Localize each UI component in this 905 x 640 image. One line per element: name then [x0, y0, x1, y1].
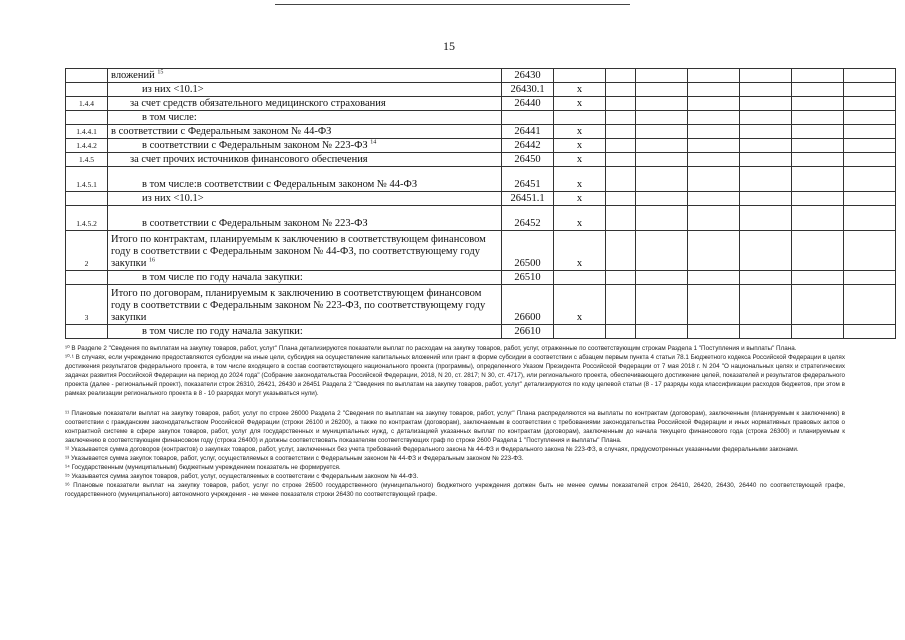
- row-label-cell: [108, 271, 502, 285]
- footnote: ¹⁰·¹ В случаях, если учреждению предоставляются субсидии на иные цели, субсидия на осуществление капитальных вложений или грант в форме субсидии в соответствии с абзацем первым пункта 4 статьи 78.1 Бюджетного кодекса Российской Федерации в целях достижения результатов федерального проекта, в том числе входящего в состав соответствующего национального проекта (программы), определенного Указом Президента Российской Федерации от 7 мая 2018 г. N 204 "О национальных целях и стратегических задачах развития Российской Федерации на период до 2024 года" (Собрание законодательства Российской Федерации, 2018, N 20, ст. 2817; N 30, ст. 4717), или регионального проекта, обеспечивающего достижение целей, показателей и результатов федерального проекта (далее - региональный проект), показатели строк 26310, 26421, 26430 и 26451 Раздела 2 "Сведения по выплатам на закупку товаров, работ, услуг" детализируются по коду целевой статьи (8 - 17 разряды кода классификации расходов бюджетов, при этом в рамках реализации регионального проекта в 8 - 10 разрядах могут указываться нули).: [65, 354, 845, 397]
- empty-cell: [792, 139, 844, 153]
- empty-cell: [606, 325, 636, 339]
- empty-cell: [606, 83, 636, 97]
- footnote-ref: 15: [157, 69, 164, 76]
- row-number: [66, 325, 108, 339]
- empty-cell: [792, 231, 844, 271]
- table-row: [66, 325, 896, 339]
- table-row: [66, 69, 896, 83]
- row-x-mark: [554, 271, 606, 285]
- empty-cell: [844, 139, 896, 153]
- row-code: 26610: [502, 325, 554, 339]
- empty-cell: [606, 139, 636, 153]
- row-label-cell: [108, 285, 502, 325]
- empty-cell: [844, 325, 896, 339]
- empty-cell: [792, 167, 844, 192]
- row-label-cell: [108, 83, 502, 97]
- empty-cell: [636, 139, 688, 153]
- row-code: 26440: [502, 97, 554, 111]
- empty-cell: [606, 167, 636, 192]
- footnote: ¹⁵ Указывается сумма закупок товаров, работ, услуг, осуществляемых в соответствии с Федеральным законом № 44-ФЗ.: [65, 473, 419, 480]
- row-label-cell: [108, 231, 502, 271]
- row-label: за счет средств обязательного медицинского страхования: [130, 98, 386, 109]
- footnote-ref: 14: [370, 139, 377, 146]
- row-label-cell: [108, 125, 502, 139]
- row-code: 26450: [502, 153, 554, 167]
- row-label: из них <10.1>: [142, 193, 204, 204]
- empty-cell: [636, 271, 688, 285]
- empty-cell: [740, 206, 792, 231]
- empty-cell: [844, 271, 896, 285]
- empty-cell: [844, 111, 896, 125]
- row-x-mark: x: [554, 139, 606, 153]
- row-number: [66, 83, 108, 97]
- row-code: 26451: [502, 167, 554, 192]
- empty-cell: [636, 83, 688, 97]
- empty-cell: [844, 83, 896, 97]
- table-row: [66, 139, 896, 153]
- row-label: вложений: [111, 70, 155, 81]
- row-number: 1.4.4.2: [66, 139, 108, 153]
- row-x-mark: x: [554, 206, 606, 231]
- empty-cell: [688, 325, 740, 339]
- footnote: ¹⁶ Плановые показатели выплат на закупку товаров, работ, услуг по строке 26500 государственного (муниципального) бюджетного учреждения должен быть не менее суммы показателей строк 26410, 26420, 26430, 26440 по соответствующей графе, государственного (муниципального) автономного учреждения - не менее показателя строки 26430 по соответствующей графе.: [65, 482, 845, 498]
- empty-cell: [606, 153, 636, 167]
- row-x-mark: [554, 69, 606, 83]
- empty-cell: [688, 167, 740, 192]
- empty-cell: [688, 153, 740, 167]
- row-code: 26441: [502, 125, 554, 139]
- empty-cell: [740, 231, 792, 271]
- row-x-mark: x: [554, 83, 606, 97]
- row-label-cell: [108, 167, 502, 192]
- empty-cell: [740, 125, 792, 139]
- table-row: [66, 111, 896, 125]
- row-label: в том числе по году начала закупки:: [142, 326, 303, 337]
- empty-cell: [636, 231, 688, 271]
- empty-cell: [688, 139, 740, 153]
- row-number: [66, 111, 108, 125]
- row-x-mark: x: [554, 125, 606, 139]
- empty-cell: [636, 167, 688, 192]
- table-row: [66, 192, 896, 206]
- empty-cell: [740, 285, 792, 325]
- empty-cell: [688, 111, 740, 125]
- footnote: ¹⁴ Государственным (муниципальным) бюджетным учреждением показатель не формируется.: [65, 464, 341, 471]
- row-number: [66, 69, 108, 83]
- empty-cell: [792, 69, 844, 83]
- row-label: в том числе по году начала закупки:: [142, 272, 303, 283]
- footnote: ¹⁰ В Разделе 2 "Сведения по выплатам на закупку товаров, работ, услуг" Плана детализируются показатели выплат по расходам на закупку товаров, работ, услуг, отраженные по соответствующим строкам Раздела 1 "Поступления и выплаты" Плана.: [65, 345, 797, 352]
- empty-cell: [740, 192, 792, 206]
- empty-cell: [844, 285, 896, 325]
- empty-cell: [688, 285, 740, 325]
- empty-cell: [844, 206, 896, 231]
- empty-cell: [636, 325, 688, 339]
- empty-cell: [688, 97, 740, 111]
- table-row: [66, 97, 896, 111]
- empty-cell: [636, 153, 688, 167]
- empty-cell: [688, 206, 740, 231]
- empty-cell: [844, 153, 896, 167]
- empty-cell: [844, 167, 896, 192]
- empty-cell: [740, 69, 792, 83]
- empty-cell: [792, 206, 844, 231]
- table-row: [66, 83, 896, 97]
- empty-cell: [792, 153, 844, 167]
- row-number: [66, 192, 108, 206]
- empty-cell: [606, 231, 636, 271]
- empty-cell: [688, 231, 740, 271]
- row-code: 26430: [502, 69, 554, 83]
- table-row: [66, 206, 896, 231]
- empty-cell: [792, 97, 844, 111]
- row-x-mark: [554, 325, 606, 339]
- empty-cell: [688, 69, 740, 83]
- row-code: 26451.1: [502, 192, 554, 206]
- empty-cell: [740, 167, 792, 192]
- empty-cell: [606, 192, 636, 206]
- row-label: из них <10.1>: [142, 84, 204, 95]
- row-label: в соответствии с Федеральным законом № 223-ФЗ: [142, 140, 368, 151]
- empty-cell: [636, 125, 688, 139]
- table-row: [66, 167, 896, 192]
- table-row: [66, 153, 896, 167]
- row-label: за счет прочих источников финансового обеспечения: [130, 154, 368, 165]
- empty-cell: [844, 125, 896, 139]
- empty-cell: [740, 153, 792, 167]
- row-x-mark: [554, 111, 606, 125]
- empty-cell: [792, 325, 844, 339]
- row-code: 26452: [502, 206, 554, 231]
- empty-cell: [636, 69, 688, 83]
- row-number: 1.4.5: [66, 153, 108, 167]
- top-rule: [275, 4, 630, 5]
- row-label-cell: [108, 139, 502, 153]
- empty-cell: [606, 285, 636, 325]
- row-x-mark: x: [554, 97, 606, 111]
- row-code: 26500: [502, 231, 554, 271]
- empty-cell: [792, 111, 844, 125]
- footnote: ¹¹ Плановые показатели выплат на закупку товаров, работ, услуг по строке 26000 Раздела 2 "Сведения по выплатам на закупку товаров, работ, услуг" Плана распределяются на выплаты по контрактам (договорам), заключенным (планируемым к заключению) в соответствии с гражданским законодательством Российской Федерации (строки 26100 и 26200), а также по контрактам (договорам), заключаемым в соответствии с требованиями законодательства Российской Федерации и иных нормативных правовых актов о контрактной системе в сфере закупок товаров, работ, услуг для государственных и муниципальных нужд, с детализацией указанных выплат по контрактам (договорам), заключенным до начала текущего финансового года (строка 26300) и планируемым к заключению в соответствующем финансовом году (строка 26400) и должны соответствовать показателям соответствующих граф по строке 2600 Раздела 1 "Поступления и выплаты" Плана.: [65, 410, 845, 444]
- empty-cell: [636, 285, 688, 325]
- empty-cell: [740, 139, 792, 153]
- empty-cell: [740, 97, 792, 111]
- row-label-cell: [108, 192, 502, 206]
- payments-table: [65, 68, 896, 339]
- footnote: ¹² Указывается сумма договоров (контрактов) о закупках товаров, работ, услуг, заключенных без учета требований Федерального закона № 44-ФЗ и Федерального закона № 223-ФЗ, в случаях, предусмотренных указанными федеральными законами.: [65, 446, 799, 453]
- empty-cell: [636, 206, 688, 231]
- row-label: в соответствии с Федеральным законом № 223-ФЗ: [142, 218, 368, 229]
- empty-cell: [792, 285, 844, 325]
- page-number: 15: [443, 39, 455, 53]
- row-label: Итого по контрактам, планируемым к заключению в соответствующем финансовом году в соответствии с Федеральным законом № 44-ФЗ, по соответствующему году закупки: [111, 234, 486, 269]
- empty-cell: [844, 69, 896, 83]
- row-number: 3: [66, 285, 108, 325]
- row-number: 1.4.4.1: [66, 125, 108, 139]
- empty-cell: [606, 271, 636, 285]
- footnote: ¹³ Указывается сумма закупок товаров, работ, услуг, осуществляемых в соответствии с Федеральным законом № 44-ФЗ и Федеральным законом № 223-ФЗ.: [65, 455, 524, 462]
- empty-cell: [740, 325, 792, 339]
- row-x-mark: x: [554, 192, 606, 206]
- empty-cell: [606, 97, 636, 111]
- row-number: 2: [66, 231, 108, 271]
- row-label: Итого по договорам, планируемым к заключению в соответствующем финансовом году в соответствии с Федеральным законом № 223-ФЗ, по соответствующему году закупки: [111, 288, 486, 323]
- empty-cell: [606, 125, 636, 139]
- row-code: 26442: [502, 139, 554, 153]
- empty-cell: [636, 97, 688, 111]
- row-x-mark: x: [554, 285, 606, 325]
- row-label: в соответствии с Федеральным законом № 44-ФЗ: [111, 126, 332, 137]
- empty-cell: [740, 83, 792, 97]
- empty-cell: [792, 271, 844, 285]
- empty-cell: [688, 192, 740, 206]
- row-number: 1.4.5.1: [66, 167, 108, 192]
- row-number: 1.4.5.2: [66, 206, 108, 231]
- row-code: 26600: [502, 285, 554, 325]
- row-x-mark: x: [554, 231, 606, 271]
- empty-cell: [740, 271, 792, 285]
- empty-cell: [844, 192, 896, 206]
- empty-cell: [636, 192, 688, 206]
- footnotes: [65, 344, 845, 499]
- empty-cell: [792, 125, 844, 139]
- row-label-cell: [108, 69, 502, 83]
- empty-cell: [792, 192, 844, 206]
- row-x-mark: x: [554, 153, 606, 167]
- empty-cell: [688, 125, 740, 139]
- empty-cell: [688, 271, 740, 285]
- empty-cell: [844, 97, 896, 111]
- row-x-mark: x: [554, 167, 606, 192]
- row-label-cell: [108, 153, 502, 167]
- empty-cell: [636, 111, 688, 125]
- empty-cell: [740, 111, 792, 125]
- row-label-cell: [108, 325, 502, 339]
- row-number: 1.4.4: [66, 97, 108, 111]
- row-label-cell: [108, 206, 502, 231]
- table-row: [66, 125, 896, 139]
- row-code: 26510: [502, 271, 554, 285]
- empty-cell: [844, 231, 896, 271]
- table-row: [66, 285, 896, 325]
- row-label-cell: [108, 97, 502, 111]
- empty-cell: [688, 83, 740, 97]
- row-code: 26430.1: [502, 83, 554, 97]
- row-code: [502, 111, 554, 125]
- row-label: в том числе:: [142, 112, 197, 123]
- empty-cell: [792, 83, 844, 97]
- footnote-ref: 16: [148, 257, 155, 264]
- empty-cell: [606, 69, 636, 83]
- empty-cell: [606, 206, 636, 231]
- table-row: [66, 231, 896, 271]
- row-number: [66, 271, 108, 285]
- row-label: в том числе:в соответствии с Федеральным законом № 44-ФЗ: [142, 179, 418, 190]
- empty-cell: [606, 111, 636, 125]
- row-label-cell: [108, 111, 502, 125]
- table-row: [66, 271, 896, 285]
